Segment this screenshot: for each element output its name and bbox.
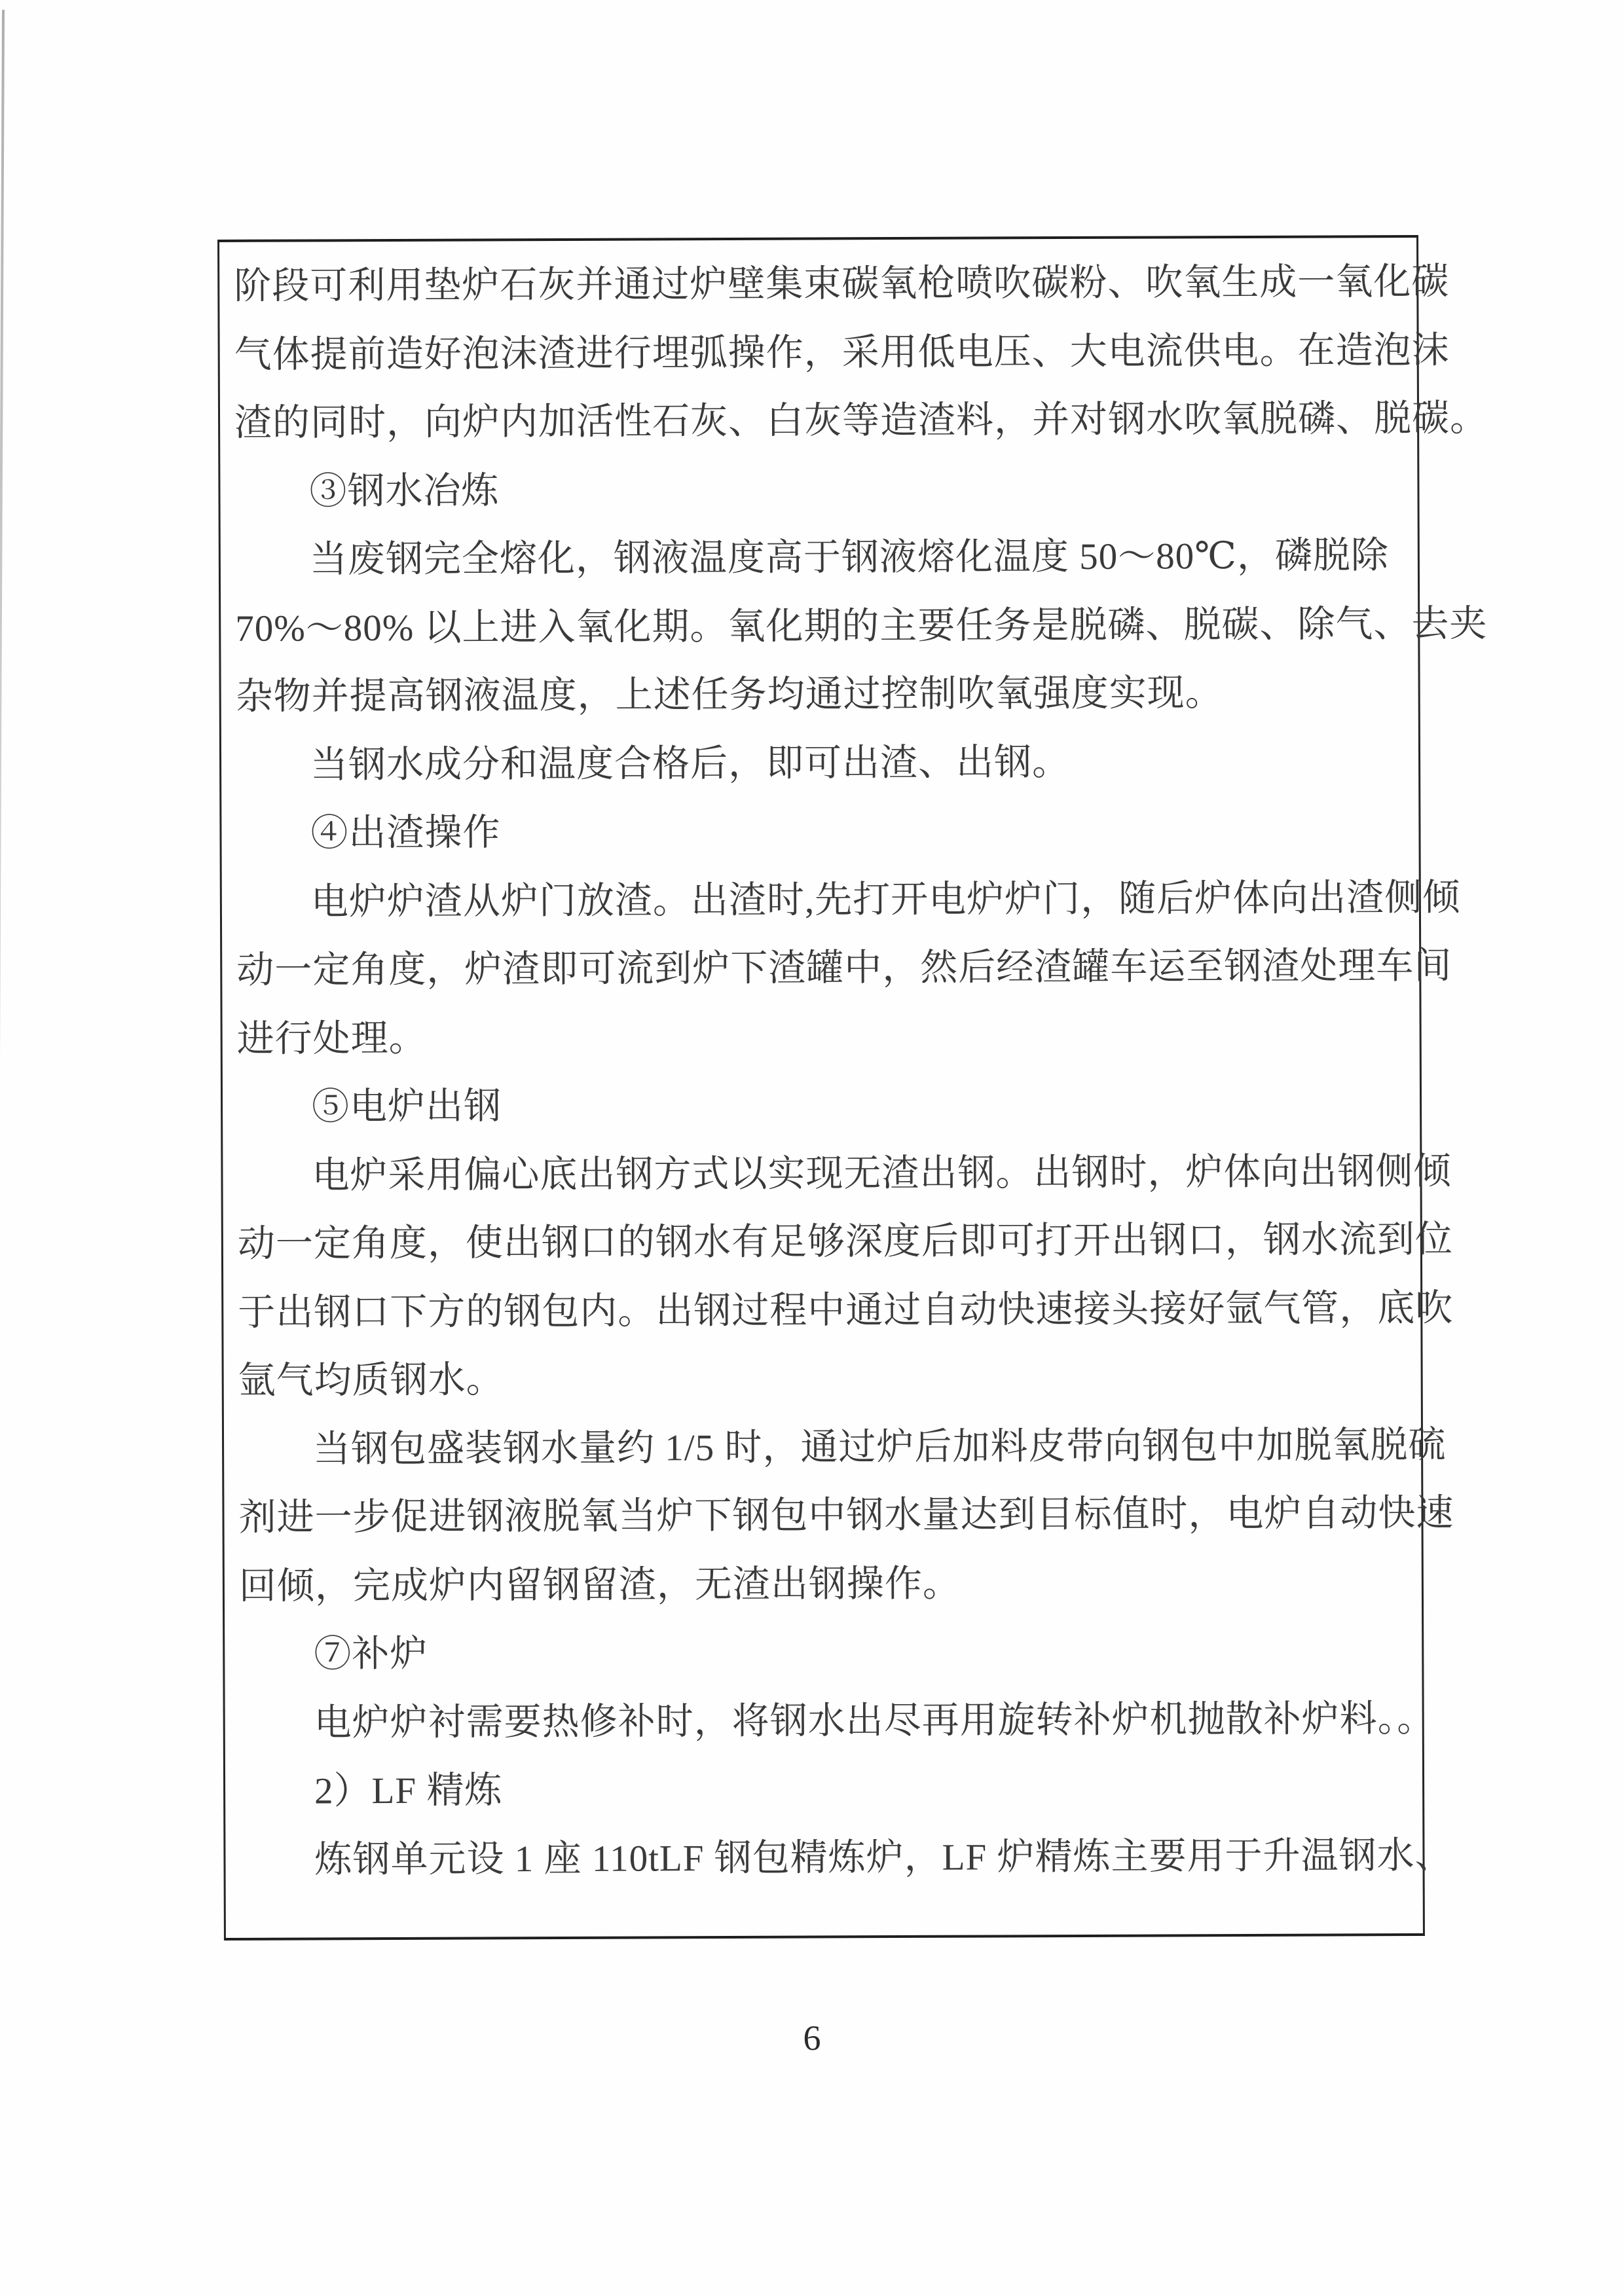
text-line: 进行处理。 [236, 1017, 427, 1060]
text-line: 气体提前造好泡沫渣进行埋弧操作，采用低电压、大电流供电。在造泡沫 [234, 329, 1450, 376]
text-line: 阶段可利用垫炉石灰并通过炉壁集束碳氧枪喷吹碳粉、吹氧生成一氧化碳 [234, 261, 1450, 307]
text-line: 电炉炉渣从炉门放渣。出渣时,先打开电炉炉门，随后炉体向出渣侧倾 [310, 877, 1461, 922]
text-line: 剂进一步促进钢液脱氧当炉下钢包中钢水量达到目标值时，电炉自动快速 [238, 1492, 1454, 1539]
text-line: 电炉采用偏心底出钢方式以实现无渣出钢。出钢时，炉体向出钢侧倾 [312, 1150, 1452, 1196]
text-line: 于出钢口下方的钢包内。出钢过程中通过自动快速接头接好氩气管，底吹 [238, 1287, 1454, 1334]
text-line: ③钢水冶炼 [309, 469, 500, 512]
text-line: 当钢水成分和温度合格后，即可出渣、出钢。 [310, 741, 1071, 786]
text-line: ⑦补炉 [314, 1633, 428, 1675]
text-line: 动一定角度，炉渣即可流到炉下渣罐中，然后经渣罐车运至钢渣处理车间 [236, 945, 1452, 991]
text-line: ④出渣操作 [310, 812, 501, 854]
text-line: 杂物并提高钢液温度，上述任务均通过控制吹氧强度实现。 [235, 672, 1223, 718]
page-number: 6 [803, 2018, 821, 2058]
text-line: 70%～80% 以上进入氧化期。氧化期的主要任务是脱磷、脱碳、除气、去夹 [235, 603, 1488, 649]
scan-edge-artifact [0, 10, 5, 1895]
text-line: 炼钢单元设 1 座 110tLF 钢包精炼炉，LF 炉精炼主要用于升温钢水、 [314, 1834, 1453, 1880]
text-line: 氩气均质钢水。 [238, 1359, 504, 1402]
text-line: 2）LF 精炼 [314, 1770, 503, 1812]
text-line: 当钢包盛装钢水量约 1/5 时，通过炉后加料皮带向钢包中加脱氧脱硫 [312, 1424, 1447, 1470]
text-line: 电炉炉衬需要热修补时，将钢水出尽再用旋转补炉机抛散补炉料。。 [314, 1698, 1435, 1743]
text-line: 渣的同时，向炉内加活性石灰、白灰等造渣料，并对钢水吹氧脱磷、脱碳。 [234, 397, 1488, 444]
text-block [234, 248, 1488, 1895]
text-line: 回倾，完成炉内留钢留渣，无渣出钢操作。 [238, 1563, 961, 1607]
text-line: 动一定角度，使出钢口的钢水有足够深度后即可打开出钢口，钢水流到位 [237, 1218, 1453, 1265]
text-line: ⑤电炉出钢 [311, 1085, 502, 1128]
text-line: 当废钢完全熔化，钢液温度高于钢液熔化温度 50～80℃，磷脱除 [309, 535, 1390, 581]
content-border-box [217, 235, 1488, 1941]
